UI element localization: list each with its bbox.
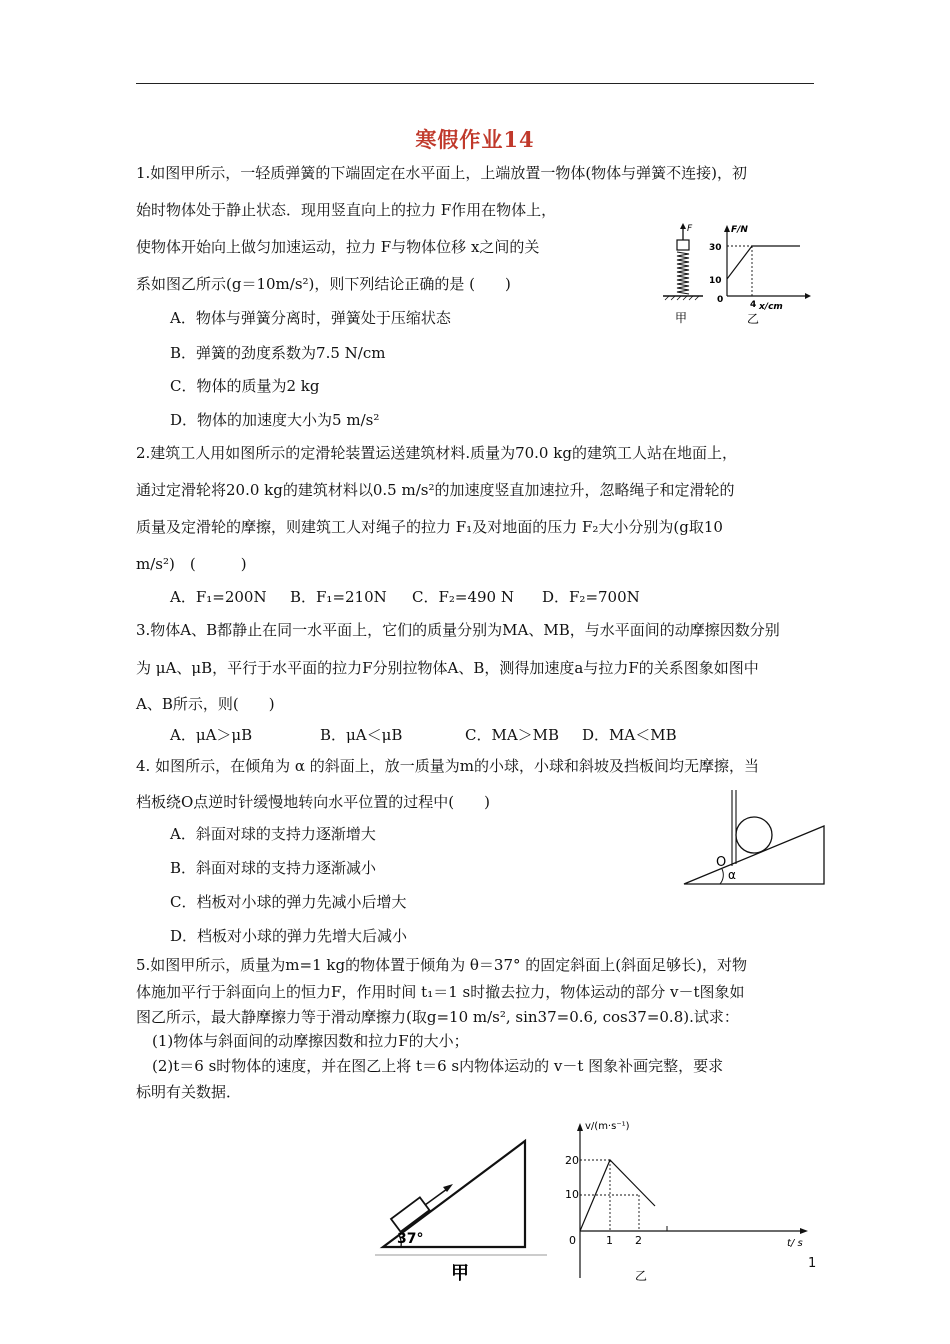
fig1-x-axis-label: x/cm: [759, 302, 783, 312]
fig1-y-axis-label: F/N: [731, 225, 748, 235]
q5-line-6: 标明有关数据．: [136, 1083, 242, 1101]
q3-line-1: 3.物体A、B都静止在同一水平面上，它们的质量分别为MA、MB，与水平面间的动摩擦因数分别: [136, 621, 780, 639]
q3-option-d: D．MA＜MB: [582, 726, 677, 744]
fig5-tick-1: 1: [606, 1234, 613, 1247]
fig5-label-yi: 乙: [635, 1269, 648, 1283]
q1-figure: [655, 220, 815, 330]
angle-37-label: 37°: [397, 1231, 424, 1247]
fig5-tick-10: 10: [565, 1188, 579, 1201]
q2-line-2: 通过定滑轮将20.0 kg的建筑材料以0.5 m/s²的加速度竖直加速拉升，忽略绳子和定滑轮的: [136, 481, 735, 499]
block: [677, 240, 689, 250]
q2-option-c: C．F₂=490 N: [412, 588, 514, 606]
q2-line-3: 质量及定滑轮的摩擦，则建筑工人对绳子的拉力 F₁及对地面的压力 F₂大小分别为(g取10: [136, 518, 723, 536]
alpha-label: α: [728, 868, 736, 882]
spring: [677, 252, 689, 294]
q1-option-a: A．物体与弹簧分离时，弹簧处于压缩状态: [170, 309, 451, 327]
q3-line-2: 为 μA、μB，平行于水平面的拉力F分别拉物体A、B，测得加速度a与拉力F的关系图象如图中: [136, 659, 759, 677]
q1-line-1: 1.如图甲所示，一轻质弹簧的下端固定在水平面上，上端放置一物体(物体与弹簧不连接)，初: [136, 164, 748, 182]
fig1-tick-10: 10: [709, 276, 722, 286]
velocity-line: [580, 1160, 655, 1231]
fig5-y-axis-label: v/(m·s⁻¹): [585, 1121, 630, 1132]
q3-option-b: B．μA＜μB: [320, 726, 403, 744]
fig1-label-jia: 甲: [675, 311, 688, 325]
spring-diagram: [663, 223, 703, 325]
fig5-tick-2: 2: [635, 1234, 642, 1247]
q5-line-5: (2)t＝6 s时物体的速度，并在图乙上将 t＝6 s内物体运动的 v－t 图象补画完整，要求: [152, 1057, 724, 1075]
q2-line-1: 2.建筑工人用如图所示的定滑轮装置运送建筑材料.质量为70.0 kg的建筑工人站在地面上，: [136, 444, 737, 462]
q4-figure: [680, 788, 830, 890]
fig5-label-jia: 甲: [451, 1263, 469, 1284]
q4-option-d: D．档板对小球的弹力先增大后减小: [170, 927, 408, 945]
q2-option-d: D．F₂=700N: [542, 588, 640, 606]
q2-option-a: A．F₁=200N: [170, 588, 267, 606]
q1-line-2: 始时物体处于静止状态．现用竖直向上的拉力 F作用在物体上，: [136, 201, 557, 219]
q2-option-b: B．F₁=210N: [290, 588, 387, 606]
point-O-label: O: [716, 855, 727, 870]
q4-option-c: C．档板对小球的弹力先减小后增大: [170, 893, 407, 911]
q5-line-1: 5.如图甲所示，质量为m=1 kg的物体置于倾角为 θ＝37° 的固定斜面上(斜面足够长)，对物: [136, 956, 747, 974]
q5-line-4: (1)物体与斜面间的动摩擦因数和拉力F的大小；: [152, 1032, 469, 1050]
q5-line-2: 体施加平行于斜面向上的恒力F，作用时间 t₁＝1 s时撤去拉力，物体运动的部分 v－t图象如: [136, 983, 745, 1001]
fig1-tick-0: 0: [717, 295, 724, 305]
fig1-tick-4: 4: [750, 300, 757, 310]
force-line: [727, 246, 800, 279]
q1-option-c: C．物体的质量为2 kg: [170, 377, 320, 395]
page-title: 寒假作业14: [415, 127, 535, 152]
fig5-tick-20: 20: [565, 1154, 579, 1167]
fig1-label-yi: 乙: [747, 312, 760, 326]
q2-line-4: m/s²) ( ): [136, 555, 247, 573]
q4-option-b: B．斜面对球的支持力逐渐减小: [170, 859, 377, 877]
q5-figure-jia: [375, 1135, 550, 1285]
q1-option-d: D．物体的加速度大小为5 m/s²: [170, 411, 380, 429]
header-rule: [136, 83, 814, 84]
fig5-tick-0: 0: [569, 1234, 576, 1247]
fig5-x-axis-label: t/ s: [787, 1238, 803, 1249]
q5-figure-yi-vt-graph: [555, 1118, 815, 1290]
q3-option-c: C．MA＞MB: [465, 726, 560, 744]
q4-line-1: 4. 如图所示，在倾角为 α 的斜面上，放一质量为m的小球，小球和斜坡及挡板间均无摩擦，当: [136, 757, 759, 775]
force-displacement-graph: [709, 225, 811, 326]
incline: [684, 826, 824, 884]
q5-line-3: 图乙所示，最大静摩擦力等于滑动摩擦力(取g=10 m/s², sin37=0.6, cos37=0.8).试求：: [136, 1008, 739, 1026]
q3-option-a: A．μA＞μB: [170, 726, 253, 744]
q4-line-2: 档板绕O点逆时针缓慢地转向水平位置的过程中( ): [136, 793, 491, 811]
fig1-label-F: F: [687, 224, 693, 234]
ball: [736, 817, 772, 853]
q1-line-3: 使物体开始向上做匀加速运动，拉力 F与物体位移 x之间的关: [136, 238, 540, 256]
fig1-tick-30: 30: [709, 243, 722, 253]
q1-option-b: B．弹簧的劲度系数为7.5 N/cm: [170, 344, 386, 362]
page-number: 1: [808, 1256, 817, 1271]
q3-line-3: A、B所示，则( ): [136, 695, 275, 713]
q4-option-a: A．斜面对球的支持力逐渐增大: [170, 825, 376, 843]
q1-line-4: 系如图乙所示(g＝10m/s²)，则下列结论正确的是 ( ): [136, 275, 511, 293]
